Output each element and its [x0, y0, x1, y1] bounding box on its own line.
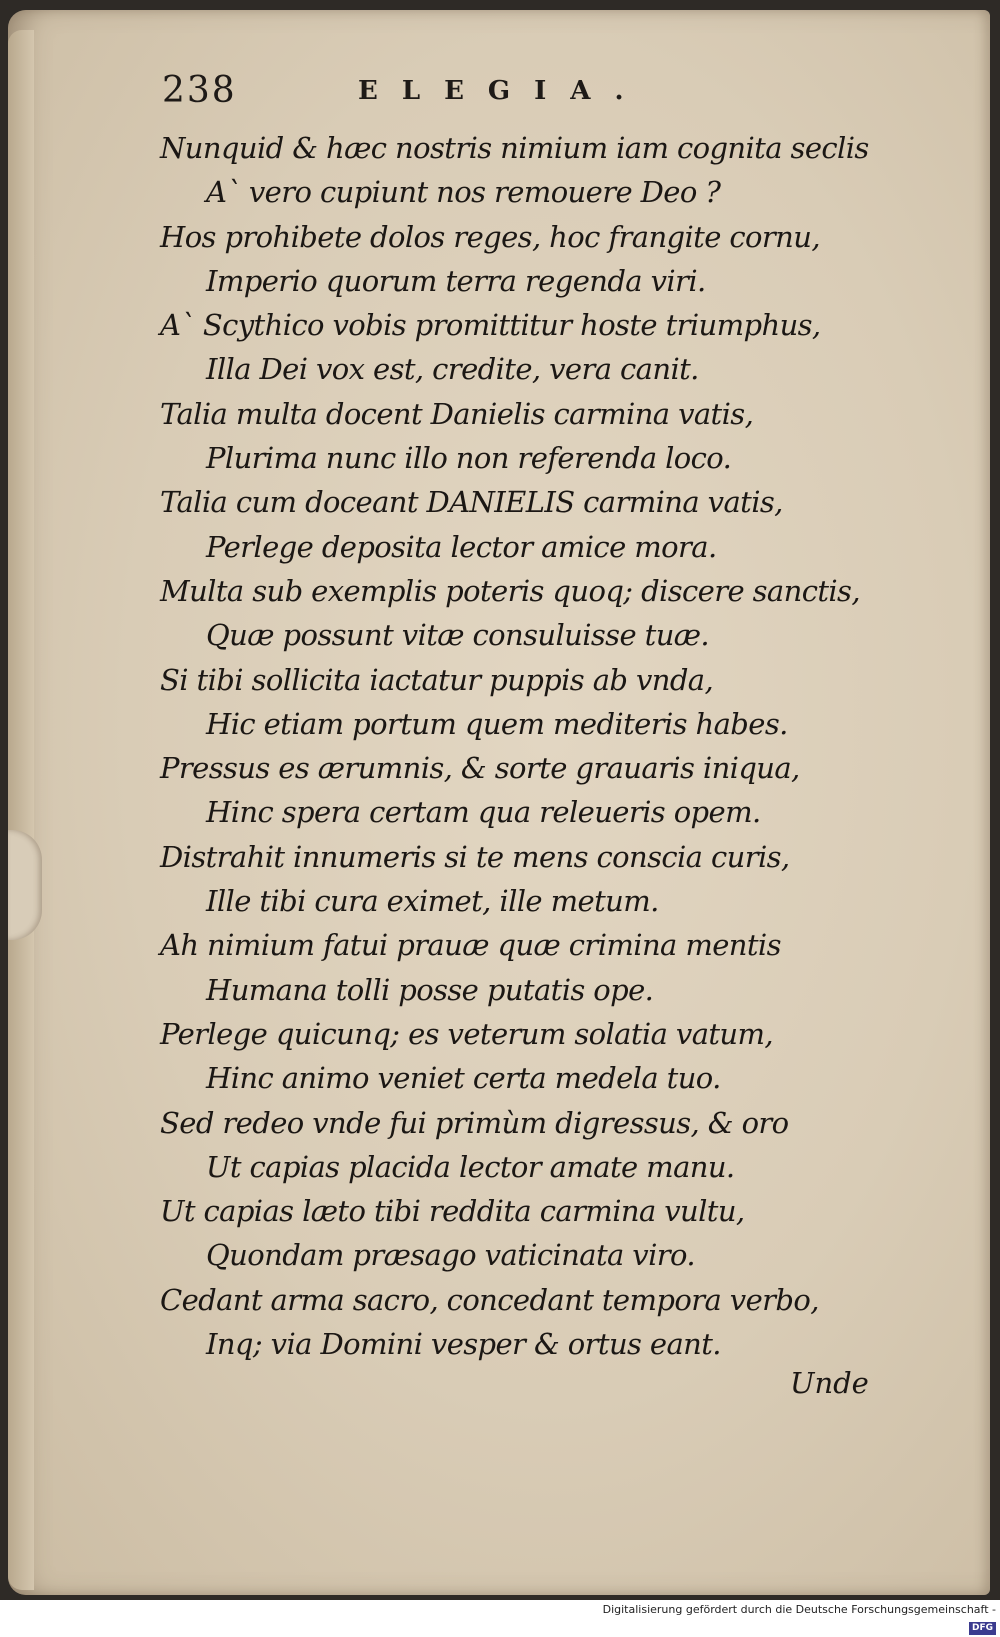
dfg-logo: DFG	[969, 1622, 996, 1635]
verse-line: Distrahit innumeris si te mens conscia curis,	[160, 839, 790, 874]
verse-line: Perlege deposita lector amice mora.	[206, 529, 717, 564]
verse-line: Imperio quorum terra regenda viri.	[206, 263, 706, 298]
verse-line: Quæ possunt vitæ consuluisse tuæ.	[206, 618, 710, 653]
verse-line: Hic etiam portum quem mediteris habes.	[206, 706, 788, 741]
verse-line: Ut capias placida lector amate manu.	[206, 1149, 735, 1184]
page-edge	[8, 30, 34, 1590]
verse-line: Perlege quicunq; es veterum solatia vatum,	[160, 1016, 774, 1051]
verse-line: Plurima nunc illo non referenda loco.	[206, 441, 732, 476]
verse-line: Talia cum doceant DANIELIS carmina vatis,	[160, 485, 783, 520]
verse-line: Sed redeo vnde fui primùm digressus, & oro	[160, 1105, 789, 1140]
verse-line: Hinc animo veniet certa medela tuo.	[206, 1061, 721, 1096]
verse-line: Ille tibi cura eximet, ille metum.	[206, 884, 659, 919]
page-tab	[8, 830, 42, 940]
verse-line: A` Scythico vobis promittitur hoste triumphus,	[160, 308, 821, 343]
digitization-credit	[580, 1601, 996, 1633]
verse-line: Ut capias læto tibi reddita carmina vultu,	[160, 1194, 745, 1229]
poem-text	[160, 126, 920, 1366]
page-number: 238	[162, 70, 237, 111]
verse-line: Talia multa docent Danielis carmina vatis,	[160, 396, 754, 431]
verse-line: Illa Dei vox est, credite, vera canit.	[206, 352, 699, 387]
credit-text: Digitalisierung gefördert durch die Deutsche Forschungsgemeinschaft -	[602, 1603, 996, 1616]
running-title: ELEGIA.	[358, 76, 648, 106]
verse-line: Ah nimium fatui prauæ quæ crimina mentis	[160, 928, 781, 963]
verse-line: Nunquid & hæc nostris nimium iam cognita seclis	[160, 131, 869, 165]
verse-line: A` vero cupiunt nos remouere Deo ?	[206, 175, 721, 210]
verse-line: Hinc spera certam qua releueris opem.	[206, 795, 761, 830]
verse-line: Cedant arma sacro, concedant tempora verbo,	[160, 1282, 819, 1317]
page-header	[162, 70, 722, 120]
catchword: Unde	[790, 1366, 869, 1400]
verse-line: Hos prohibete dolos reges, hoc frangite cornu,	[160, 219, 820, 254]
verse-line: Pressus es ærumnis, & sorte grauaris iniqua,	[160, 751, 800, 786]
verse-line: Quondam præsago vaticinata viro.	[206, 1238, 695, 1273]
verse-line: Si tibi sollicita iactatur puppis ab vnda,	[160, 662, 714, 697]
verse-line: Inq; via Domini vesper & ortus eant.	[206, 1327, 721, 1362]
verse-line: Humana tolli posse putatis ope.	[206, 972, 654, 1007]
verse-line: Multa sub exemplis poteris quoq; discere sanctis,	[160, 573, 860, 608]
